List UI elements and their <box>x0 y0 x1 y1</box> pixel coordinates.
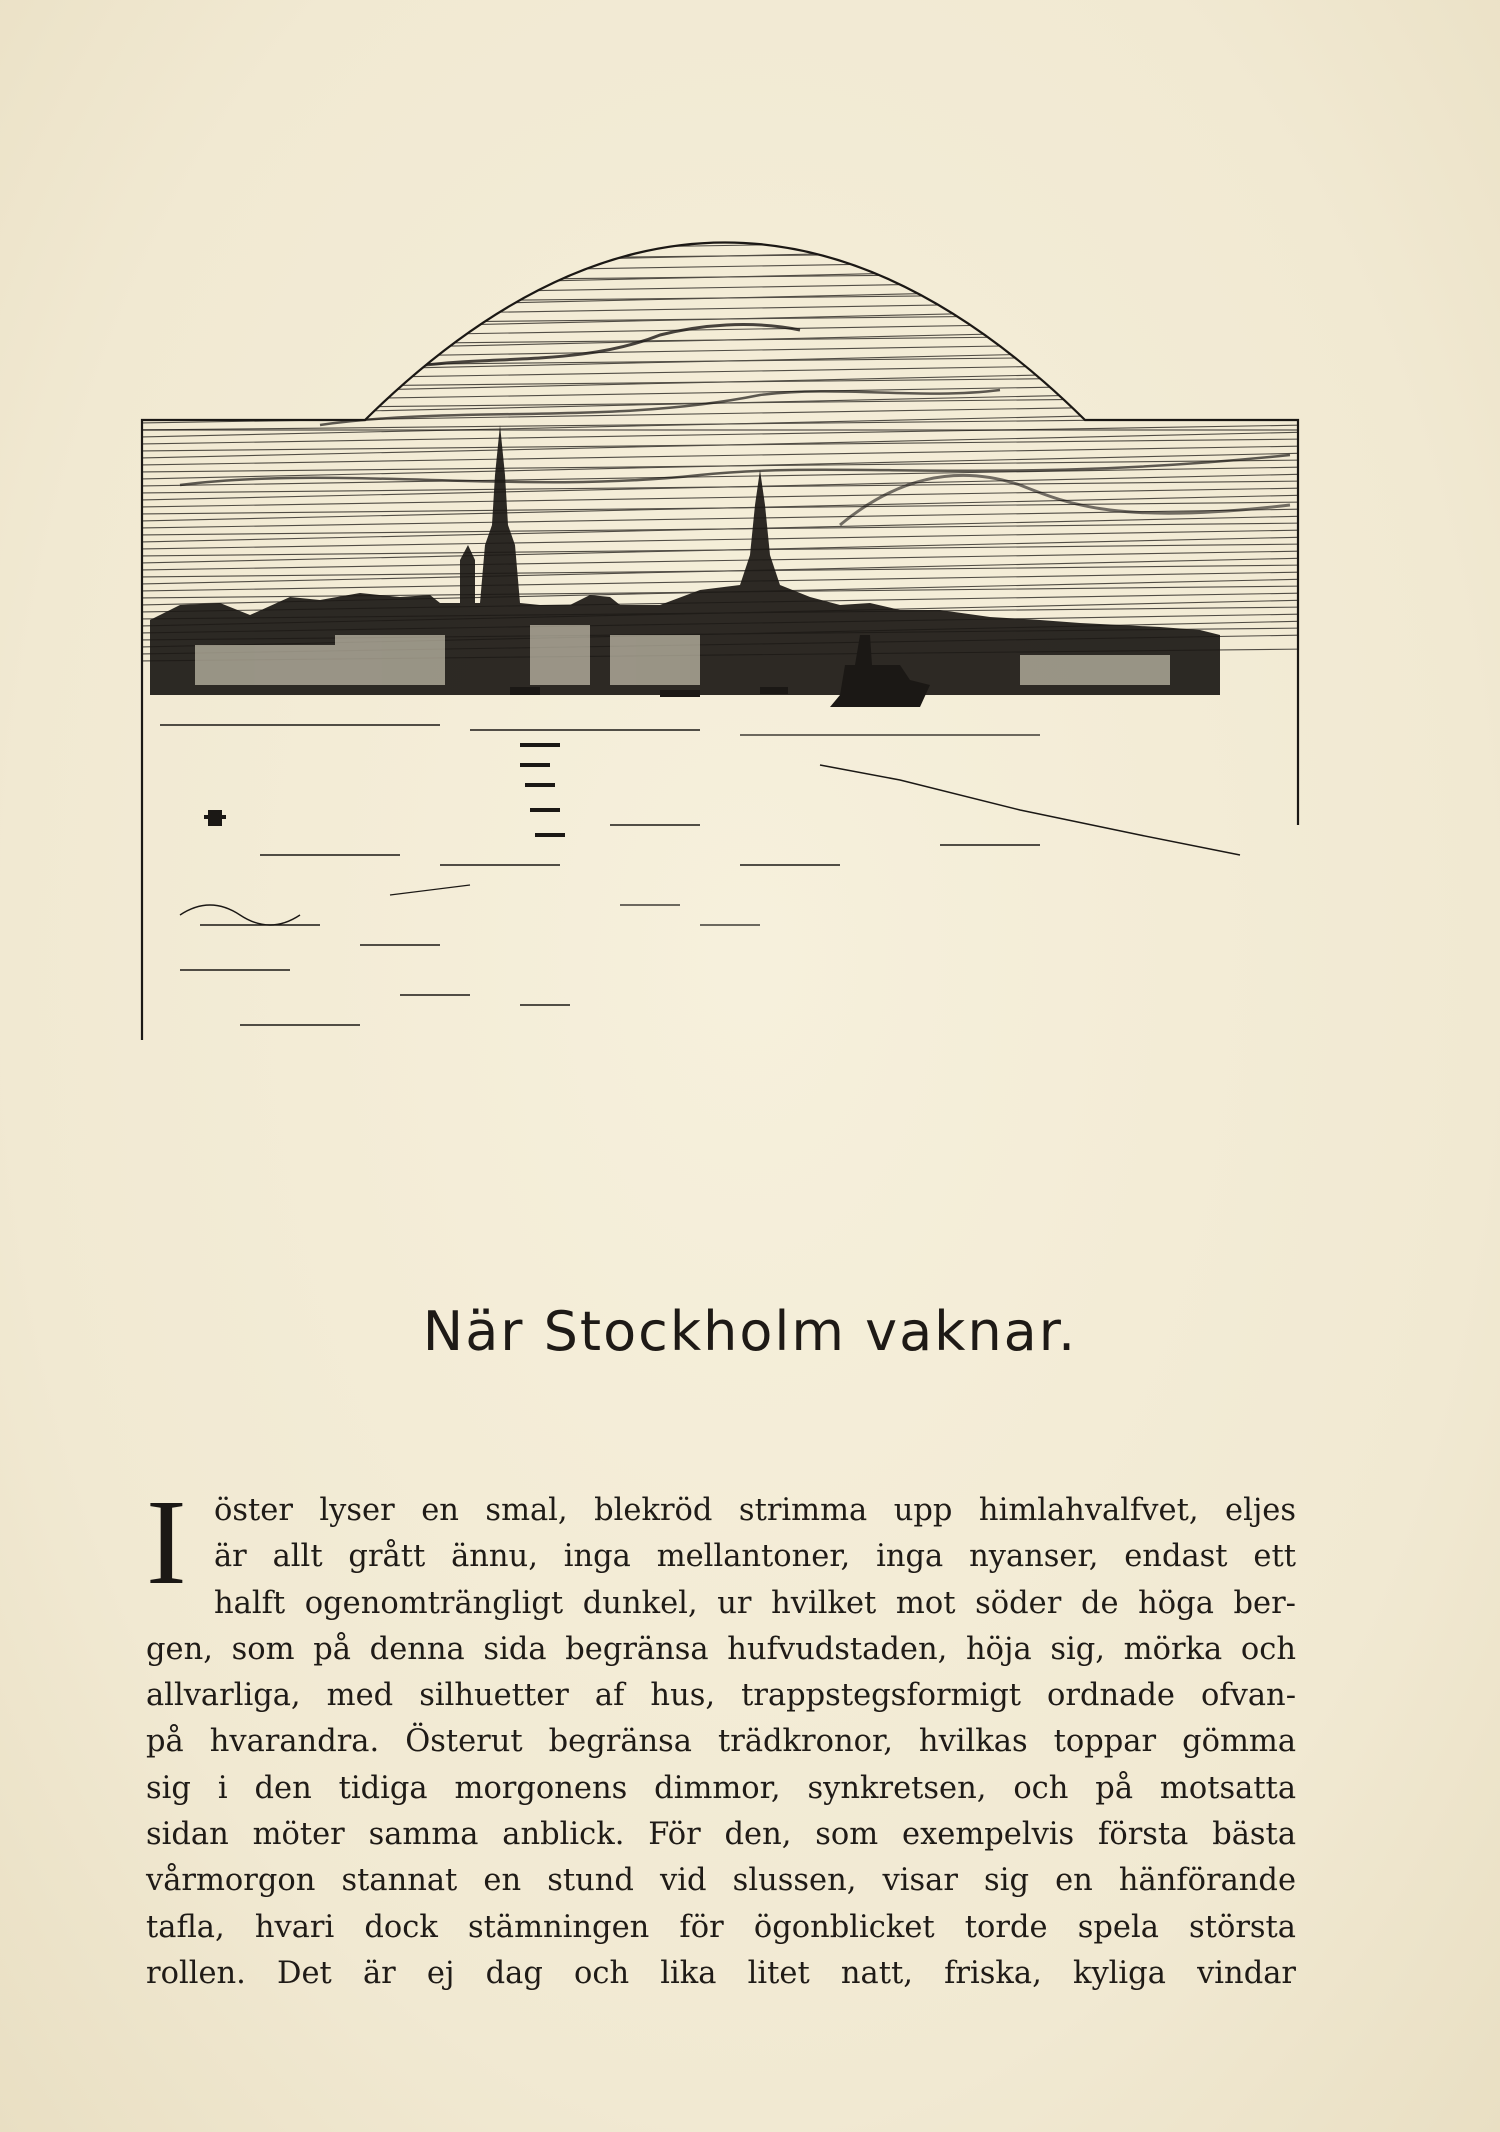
text-line: tafla, hvari dock stämningen för ögonblicket torde spela största <box>146 1909 1296 1945</box>
text-line: öster lyser en smal, blekröd strimma upp himlahvalfvet, eljes <box>214 1493 1296 1528</box>
text-line: allvarliga, med silhuetter af hus, trappstegsformigt ordnade ofvan- <box>146 1678 1296 1714</box>
chapter-title: När Stockholm vaknar. <box>422 1300 1078 1363</box>
sky-hatch-line <box>140 432 1310 458</box>
text-line: på hvarandra. Österut begränsa trädkronor, hvilkas toppar gömma <box>146 1724 1296 1760</box>
text-line: gen, som på denna sida begränsa hufvudstaden, höja sig, mörka och <box>146 1631 1296 1667</box>
sky-hatch-line <box>140 348 1310 374</box>
sky-hatch-line <box>140 299 1310 318</box>
drop-cap: I <box>146 1475 187 1610</box>
sky-hatch-line <box>140 278 1310 297</box>
sky-hatch-line <box>140 243 1310 269</box>
sky-hatch-line <box>140 236 1310 255</box>
sky-hatch-line <box>140 285 1310 311</box>
opening-lines <box>146 1475 1296 1627</box>
text-line: sidan möter samma anblick. För den, som exempelvis första bästa <box>146 1817 1296 1853</box>
text-line: rollen. Det är ej dag och lika litet natt, friska, kyliga vindar <box>146 1955 1296 1991</box>
sky-hatch-line <box>140 495 1310 521</box>
sky-hatch-line <box>140 264 1310 290</box>
city-skyline-engraving <box>140 225 1310 1040</box>
text-line: är allt grått ännu, inga mellantoner, inga nyanser, endast ett <box>214 1539 1296 1575</box>
sky-hatch-line <box>140 390 1310 416</box>
sky-hatch-line <box>140 411 1310 437</box>
sky-hatch-line <box>140 257 1310 276</box>
text-line: sig i den tidiga morgonens dimmor, synkretsen, och på motsatta <box>146 1770 1296 1806</box>
sky-hatch-line <box>140 341 1310 360</box>
sky-hatch-line <box>140 306 1310 332</box>
water-reflections <box>160 725 1240 1025</box>
sky-hatch-line <box>140 537 1310 563</box>
text-line: halft ogenomträngligt dunkel, ur hvilket mot söder de höga ber- <box>214 1585 1296 1621</box>
text-line: vårmorgon stannat en stund vid slussen, visar sig en hänförande <box>146 1863 1296 1899</box>
sky-hatch-line <box>140 320 1310 339</box>
engraving-illustration <box>140 225 1310 1040</box>
artist-monogram-icon <box>204 810 226 826</box>
sky-hatch-line <box>140 362 1310 381</box>
body-paragraph <box>146 1475 1296 1997</box>
sky-hatch-line <box>140 369 1310 395</box>
sky-hatch-line <box>140 516 1310 542</box>
sky-hatch-line <box>140 558 1310 584</box>
sky-hatch-line <box>140 383 1310 402</box>
sky-hatch-line <box>140 327 1310 353</box>
